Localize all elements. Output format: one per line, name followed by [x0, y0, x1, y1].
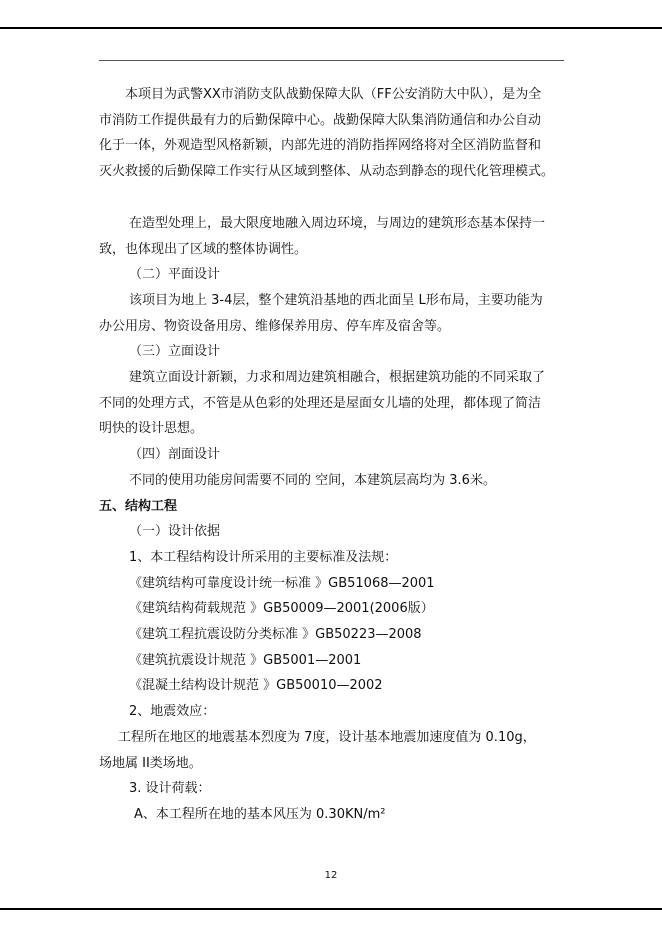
para-3-line-2: 办公用房、物资设备用房、维修保养用房、停车库及宿舍等。: [99, 318, 451, 334]
paragraph-gap: [99, 185, 563, 211]
heading-structural-engineering: 五、结构工程: [99, 498, 178, 514]
standard-5: 《混凝土结构设计规范 》GB50010—2002: [129, 678, 383, 694]
standard-1: 《建筑结构可靠度设计统一标准 》GB51068—2001: [129, 575, 435, 591]
item-standards-intro: 1、本工程结构设计所采用的主要标准及法规：: [129, 549, 398, 565]
standard-4: 《建筑抗震设计规范 》GB5001—2001: [129, 652, 362, 668]
header-rule-outer: [0, 27, 662, 29]
standard-3: 《建筑工程抗震设防分类标准 》GB50223—2008: [129, 627, 422, 643]
heading-elevation-design: （三）立面设计: [129, 344, 221, 360]
para-4-line-3: 明快的设计思想。: [99, 421, 204, 437]
para-1-line-1: 本项目为武警XX市消防支队战勤保障大队（FF公安消防大中队），是为全: [125, 87, 542, 102]
para-1-line-2: 市消防工作提供最有力的后勤保障中心。战勤保障大队集消防通信和办公自动: [99, 112, 542, 128]
para-2-line-1: 在造型处理上，最大限度地融入周边环境，与周边的建筑形态基本保持一: [129, 215, 546, 231]
heading-plan-design: （二）平面设计: [129, 267, 221, 283]
para-6-line-1: 工程所在地区的地震基本烈度为 7度，设计基本地震加速度值为 0.10g，: [118, 729, 536, 745]
item-wind-pressure: A、本工程所在地的基本风压为 0.30KN/m²: [134, 806, 386, 822]
para-3-line-1: 该项目为地上 3-4层，整个建筑沿基地的西北面呈 L形布局，主要功能为: [129, 292, 543, 308]
standard-2: 《建筑结构荷载规范 》GB50009—2001(2006版）: [129, 601, 434, 617]
heading-design-basis: （一）设计依据: [129, 524, 221, 540]
para-1-line-3: 化于一体，外观造型风格新颖，内部先进的消防指挥网络将对全区消防监督和: [99, 138, 542, 154]
para-1-line-4: 灭火救援的后勤保障工作实行从区域到整体、从动态到静态的现代化管理模式。: [99, 164, 555, 180]
para-2-line-2: 致，也体现出了区域的整体协调性。: [99, 241, 308, 257]
footer-rule: [0, 908, 662, 910]
item-seismic-effect: 2、地震效应：: [129, 704, 216, 720]
heading-section-design: （四）剖面设计: [129, 447, 221, 463]
item-design-load: 3. 设计荷载：: [129, 781, 211, 797]
para-6-line-2: 场地属 II类场地。: [99, 755, 202, 771]
document-body: [99, 82, 563, 828]
page-number: 12: [324, 870, 338, 881]
para-4-line-1: 建筑立面设计新颖，力求和周边建筑相融合，根据建筑功能的不同采取了: [129, 370, 546, 386]
para-4-line-2: 不同的处理方式，不管是从色彩的处理还是屋面女儿墙的处理，都体现了简洁: [99, 395, 542, 411]
para-5-line-1: 不同的使用功能房间需要不同的 空间，本建筑层高均为 3.6米。: [129, 472, 496, 488]
header-rule-inner: [99, 60, 564, 61]
